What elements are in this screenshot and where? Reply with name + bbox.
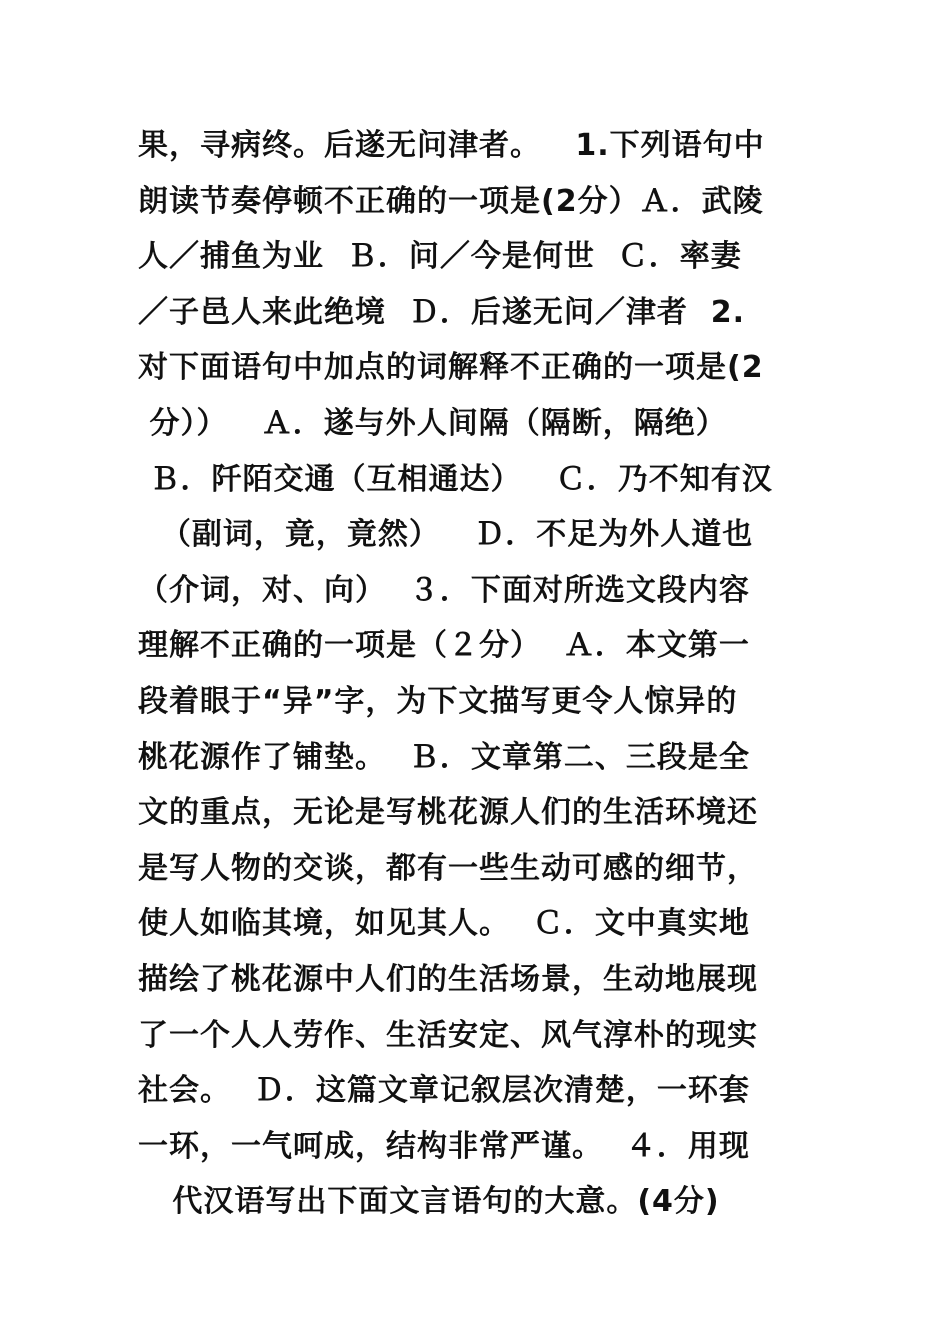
- text-line-9: （介词，对、向） ３．下面对所选文段内容: [138, 572, 750, 608]
- text-line-15: 使人如临其境，如见其人。 Ｃ．文中真实地: [138, 906, 750, 942]
- text-line-2: 朗读节奏停顿不正确的一项是(2分）Ａ．武陵: [138, 183, 764, 219]
- text-line-1: 果，寻病终。后遂无问津者。 1.下列语句中: [138, 128, 765, 163]
- text-line-14: 是写人物的交谈，都有一些生动可感的细节，: [138, 850, 758, 886]
- text-line-11: 段着眼于“异”字，为下文描写更令人惊异的: [138, 683, 738, 719]
- text-line-16: 描绘了桃花源中人们的生活场景，生动地展现: [138, 961, 758, 997]
- text-line-17: 了一个人人劳作、生活安定、风气淳朴的现实: [138, 1017, 758, 1053]
- text-line-12: 桃花源作了铺垫。 Ｂ．文章第二、三段是全: [138, 739, 750, 775]
- text-line-19: 一环，一气呵成，结构非常严谨。 ４．用现: [138, 1128, 750, 1164]
- text-line-10: 理解不正确的一项是（２分） Ａ．本文第一: [138, 628, 750, 664]
- text-line-7: Ｂ．阡陌交通（互相通达） Ｃ．乃不知有汉: [138, 461, 773, 497]
- text-line-4: ／子邑人来此绝境 Ｄ．后遂无问／津者 2.: [138, 294, 746, 330]
- text-line-3: 人／捕鱼为业 Ｂ．问／今是何世 Ｃ．率妻: [138, 239, 742, 275]
- text-line-6: 分）） Ａ．遂与外人间隔（隔断，隔绝）: [138, 405, 727, 441]
- text-line-5: 对下面语句中加点的词解释不正确的一项是(2: [138, 350, 764, 386]
- text-line-20: 代汉语写出下面文言语句的大意。(4分): [138, 1184, 720, 1220]
- text-line-8: （副词，竟，竟然） Ｄ．不足为外人道也: [138, 517, 754, 553]
- text-line-18: 社会。 Ｄ．这篇文章记叙层次清楚，一环套: [138, 1073, 750, 1109]
- body-text: [138, 118, 818, 1230]
- text-line-13: 文的重点，无论是写桃花源人们的生活环境还: [138, 795, 758, 831]
